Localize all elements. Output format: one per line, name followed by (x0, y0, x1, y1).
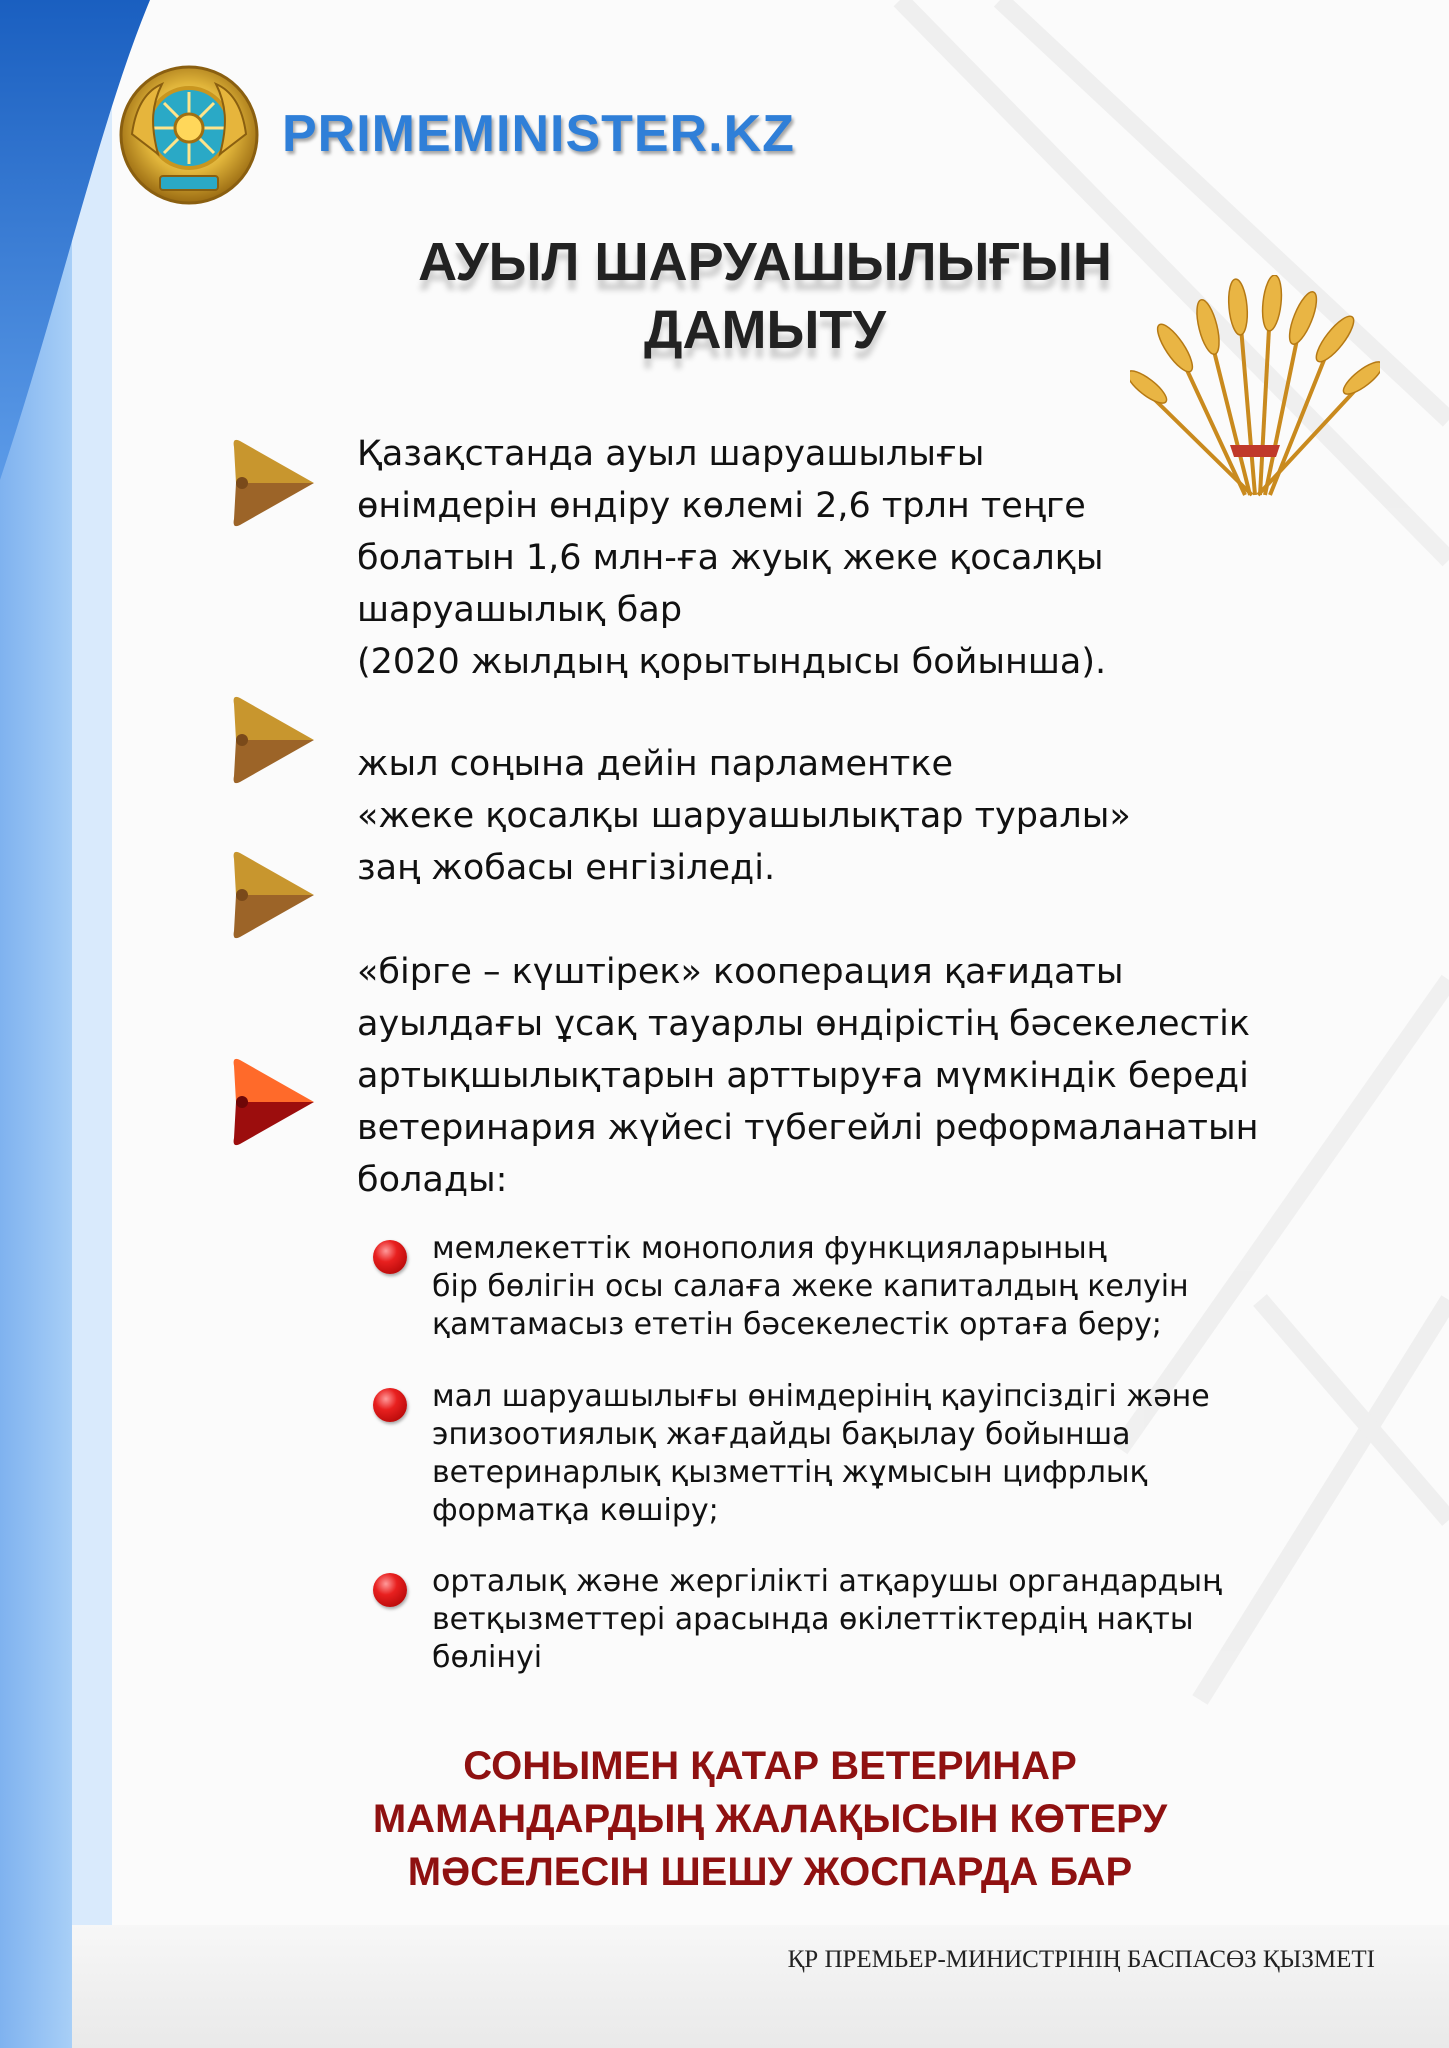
bullet-dot-icon (373, 1573, 407, 1607)
left-band-inner (72, 0, 112, 2048)
text-line: өнімдерін өндіру көлемі 2,6 трлн теңге (357, 486, 1086, 526)
bullet-item (432, 1563, 1222, 1677)
footer-band (72, 1925, 1449, 2048)
page-title (360, 228, 1170, 364)
text-line: жыл соңына дейін парламентке (357, 744, 953, 784)
arrow-marker-icon (232, 690, 318, 790)
text-line: орталық және жергілікті атқарушы органдардың (432, 1564, 1222, 1599)
paragraph-cooperation (357, 946, 1258, 1206)
footer-credit: ҚР ПРЕМЬЕР-МИНИСТРІНІҢ БАСПАСӨЗ ҚЫЗМЕТІ (787, 1946, 1375, 1973)
bullet-dot-icon (373, 1388, 407, 1422)
text-line: заң жобасы енгізіледі. (357, 848, 776, 888)
text-line: эпизоотиялық жағдайды бақылау бойынша (432, 1417, 1131, 1452)
conclusion-line: СОНЫМЕН ҚАТАР ВЕТЕРИНАР (463, 1744, 1077, 1788)
text-line: форматқа көшіру; (432, 1493, 719, 1528)
bullet-item (432, 1230, 1189, 1344)
page-title-line: АУЫЛ ШАРУАШЫЛЫҒЫН (418, 232, 1112, 292)
arrow-marker-icon (232, 1052, 318, 1152)
text-line: қамтамасыз ететін бәсекелестік ортаға беру; (432, 1307, 1162, 1342)
text-line: ветеринария жүйесі түбегейлі реформаланатын (357, 1108, 1259, 1148)
text-line: «жеке қосалқы шаруашылықтар туралы» (357, 796, 1131, 836)
conclusion-statement (300, 1740, 1240, 1899)
paragraph-production (357, 428, 1106, 688)
text-line: бір бөлігін осы салаға жеке капиталдың келуін (432, 1269, 1189, 1304)
text-line: мемлекеттік монополия функцияларының (432, 1231, 1107, 1266)
text-line: бөлінуі (432, 1640, 543, 1675)
text-line: болады: (357, 1160, 508, 1200)
wheat-sheaf-icon (1130, 275, 1380, 505)
conclusion-line: МАМАНДАРДЫҢ ЖАЛАҚЫСЫН КӨТЕРУ (372, 1797, 1168, 1841)
conclusion-line: МӘСЕЛЕСІН ШЕШУ ЖОСПАРДА БАР (407, 1850, 1133, 1894)
bullet-dot-icon (373, 1240, 407, 1274)
text-line: (2020 жылдың қорытындысы бойынша). (357, 642, 1107, 682)
text-line: шаруашылық бар (357, 590, 683, 630)
arrow-marker-icon (232, 845, 318, 945)
arrow-marker-icon (232, 433, 318, 533)
bullet-item (432, 1378, 1210, 1530)
page-title-line: ДАМЫТУ (644, 300, 886, 360)
text-line: Қазақстанда ауыл шаруашылығы (357, 434, 985, 474)
text-line: ветқызметтері арасында өкілеттіктердің нақты (432, 1602, 1194, 1637)
text-line: артықшылықтарын арттыруға мүмкіндік береді (357, 1056, 1249, 1096)
brand-logo-text: PRIMEMINISTER.KZ (282, 105, 795, 163)
text-line: ветеринарлық қызметтің жұмысын цифрлық (432, 1455, 1148, 1490)
text-line: мал шаруашылығы өнімдерінің қауіпсіздігі және (432, 1379, 1210, 1414)
text-line: ауылдағы ұсақ тауарлы өндірістің бәсекелестік (357, 1004, 1250, 1044)
paragraph-bill (357, 738, 1131, 894)
state-emblem-icon (118, 64, 260, 206)
text-line: «бірге – күштірек» кооперация қағидаты (357, 952, 1124, 992)
text-line: болатын 1,6 млн-ға жуық жеке қосалқы (357, 538, 1104, 578)
